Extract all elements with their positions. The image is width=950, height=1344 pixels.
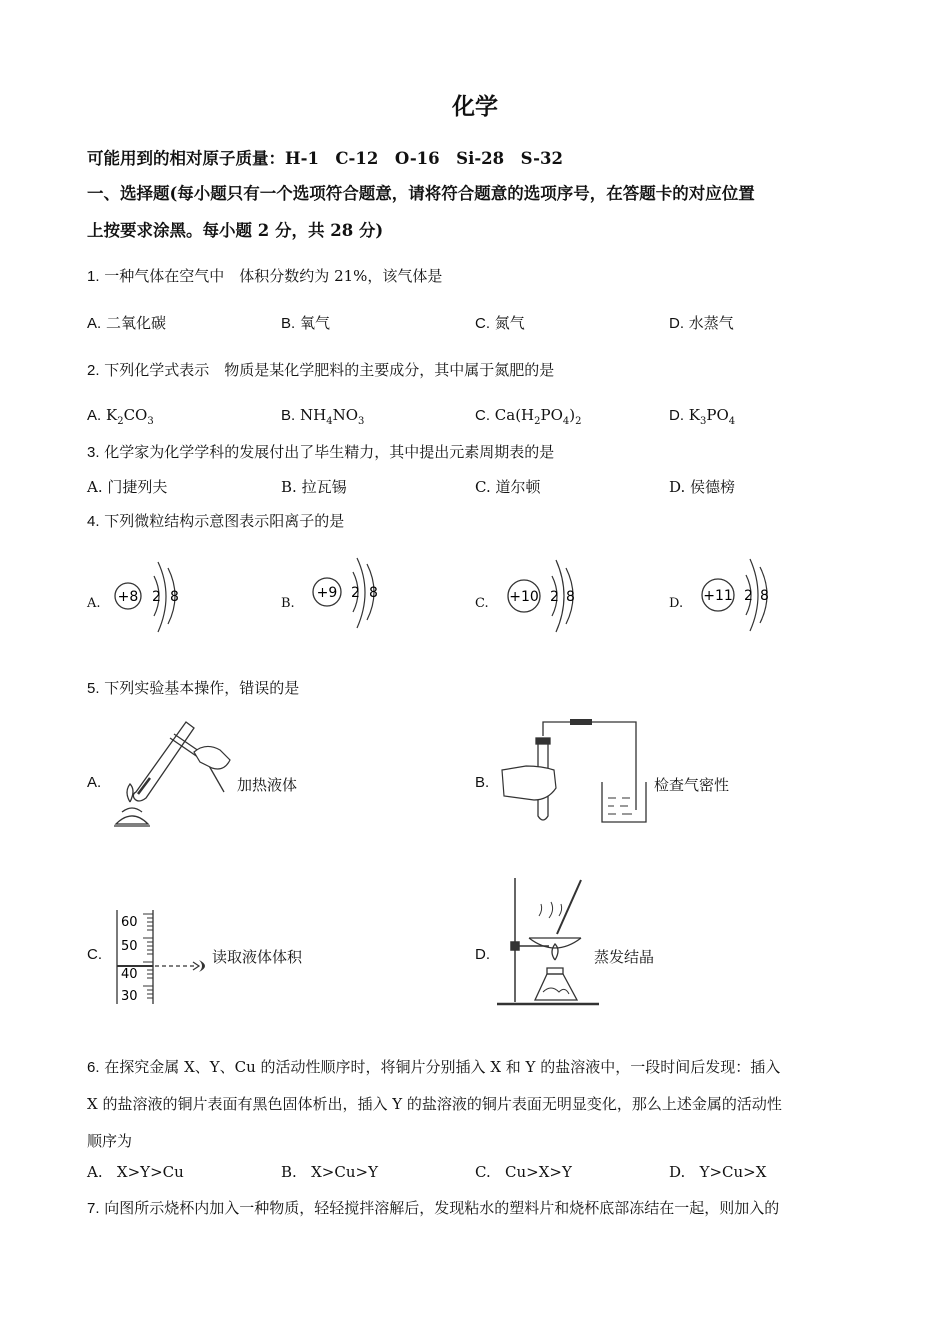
section-heading-line2: 上按要求涂黑。每小题 2 分，共 28 分) [87,221,384,240]
alcohol-lamp-icon [114,784,150,826]
q6-option-b[interactable]: B. X>Cu>Y [281,1163,378,1181]
question-number: 2. [87,362,100,379]
graduated-cylinder-illustration [113,910,218,1006]
q4-option-d-label[interactable]: D. [669,596,684,611]
question-number: 7. [87,1200,100,1217]
question-7 [87,1197,779,1218]
q4-option-a-label[interactable]: A. [87,596,101,611]
q1-option-b[interactable]: B. 氧气 [281,314,330,332]
q1-option-d[interactable]: D. 水蒸气 [669,314,734,332]
hand-icon [194,746,230,769]
hand-icon [502,766,556,800]
scale-label-60: 60 [121,915,138,930]
q5-option-a-label[interactable]: A. [87,774,102,791]
q3-option-c[interactable]: C. 道尔顿 [475,478,541,496]
q3-option-a[interactable]: A. 门捷列夫 [87,478,168,496]
q4-option-a-atom-diagram [108,562,188,642]
q5-option-d-caption: 蒸发结晶 [594,948,655,966]
q4-option-c-atom-diagram [500,560,584,640]
question-1 [87,265,442,286]
q6-option-d[interactable]: D. Y>Cu>X [669,1163,767,1181]
shell-electrons-1: 2 [152,589,161,605]
q5-option-a-caption: 加热液体 [237,776,298,794]
shell-electrons-1: 2 [550,589,559,605]
q4-option-b-atom-diagram [305,558,385,638]
q6-option-a[interactable]: A. X>Y>Cu [87,1163,184,1181]
question-text: 在探究金属 X、Y、Cu 的活动性顺序时，将铜片分别插入 X 和 Y 的盐溶液中，一段时间后发现：插入 [104,1058,781,1076]
page-title: 化学 [452,93,498,120]
q2-option-b[interactable]: B. $NH_4NO_3$ [281,406,365,427]
evaporation-illustration [495,876,605,1010]
question-5 [87,677,299,698]
q4-option-c-label[interactable]: C. [475,596,489,611]
q5-option-d-label[interactable]: D. [475,946,490,963]
heating-liquid-illustration [108,712,238,832]
question-6-line2: X 的盐溶液的铜片表面有黑色固体析出，插入 Y 的盐溶液的铜片表面无明显变化，那么上述金属的活动性 [87,1095,782,1113]
scale-label-50: 50 [121,939,138,954]
airtightness-check-illustration [498,740,653,832]
question-2 [87,359,554,380]
q4-option-b-label[interactable]: B. [281,596,295,611]
question-3 [87,441,554,462]
q6-option-c[interactable]: C. Cu>X>Y [475,1163,572,1181]
scale-label-40: 40 [121,967,138,982]
q5-option-b-label[interactable]: B. [475,774,490,791]
shell-electrons-2: 8 [566,589,575,605]
q1-option-a[interactable]: A. 二氧化碳 [87,314,166,332]
nucleus-charge: +9 [316,585,338,601]
question-number: 1. [87,268,100,285]
q4-option-d-atom-diagram [694,559,778,639]
q1-option-c[interactable]: C. 氮气 [475,314,525,332]
q5-option-b-caption: 检查气密性 [654,776,730,794]
question-text: 下列实验基本操作，错误的是 [104,679,300,697]
question-text: 向图所示烧杯内加入一种物质，轻轻搅拌溶解后，发现粘水的塑料片和烧杯底部冻结在一起，则加入的 [104,1199,780,1217]
evaporating-dish-icon [529,880,581,948]
question-number: 5. [87,680,100,697]
q2-option-c[interactable]: C. $Ca(H_2PO_4)_2$ [475,406,582,427]
shell-electrons-2: 8 [369,585,378,601]
shell-electrons-1: 2 [744,588,753,604]
q5-option-c-caption: 读取液体体积 [212,948,303,966]
nucleus-charge: +8 [117,589,139,605]
delivery-tube [543,722,636,810]
question-number: 6. [87,1059,100,1076]
alcohol-lamp-icon [535,944,577,1000]
scale-label-30: 30 [121,989,138,1004]
rubber-connector [570,719,592,725]
shell-electrons-2: 8 [170,589,179,605]
nucleus-charge: +10 [509,589,539,605]
shell-electrons-1: 2 [351,585,360,601]
q5-option-c-label[interactable]: C. [87,946,102,963]
question-text: 化学家为化学学科的发展付出了毕生精力，其中提出元素周期表的是 [104,443,555,461]
question-6-line3: 顺序为 [87,1132,133,1150]
q2-option-a[interactable]: A. $K_2CO_3$ [87,406,154,427]
question-number: 4. [87,513,100,530]
question-text: 一种气体在空气中 体积分数约为 21%，该气体是 [104,267,443,285]
q3-option-b[interactable]: B. 拉瓦锡 [281,478,347,496]
question-text: 下列化学式表示 物质是某化学肥料的主要成分，其中属于氮肥的是 [104,361,555,379]
shell-electrons-2: 8 [760,588,769,604]
q2-option-d[interactable]: D. $K_3PO_4$ [669,406,736,427]
question-6-line1 [87,1056,780,1077]
atomic-masses: 可能用到的相对原子质量：H-1 C-12 O-16 Si-28 S-32 [87,149,563,168]
nucleus-charge: +11 [703,588,733,604]
question-4 [87,510,344,531]
question-text: 下列微粒结构示意图表示阳离子的是 [104,512,345,530]
beaker-icon [602,782,646,822]
section-heading-line1: 一、选择题(每小题只有一个选项符合题意，请将符合题意的选项序号，在答题卡的对应位置 [87,184,755,203]
question-number: 3. [87,444,100,461]
test-tube-icon [133,722,194,801]
q3-option-d[interactable]: D. 侯德榜 [669,478,736,496]
iron-stand-icon [497,878,599,1004]
